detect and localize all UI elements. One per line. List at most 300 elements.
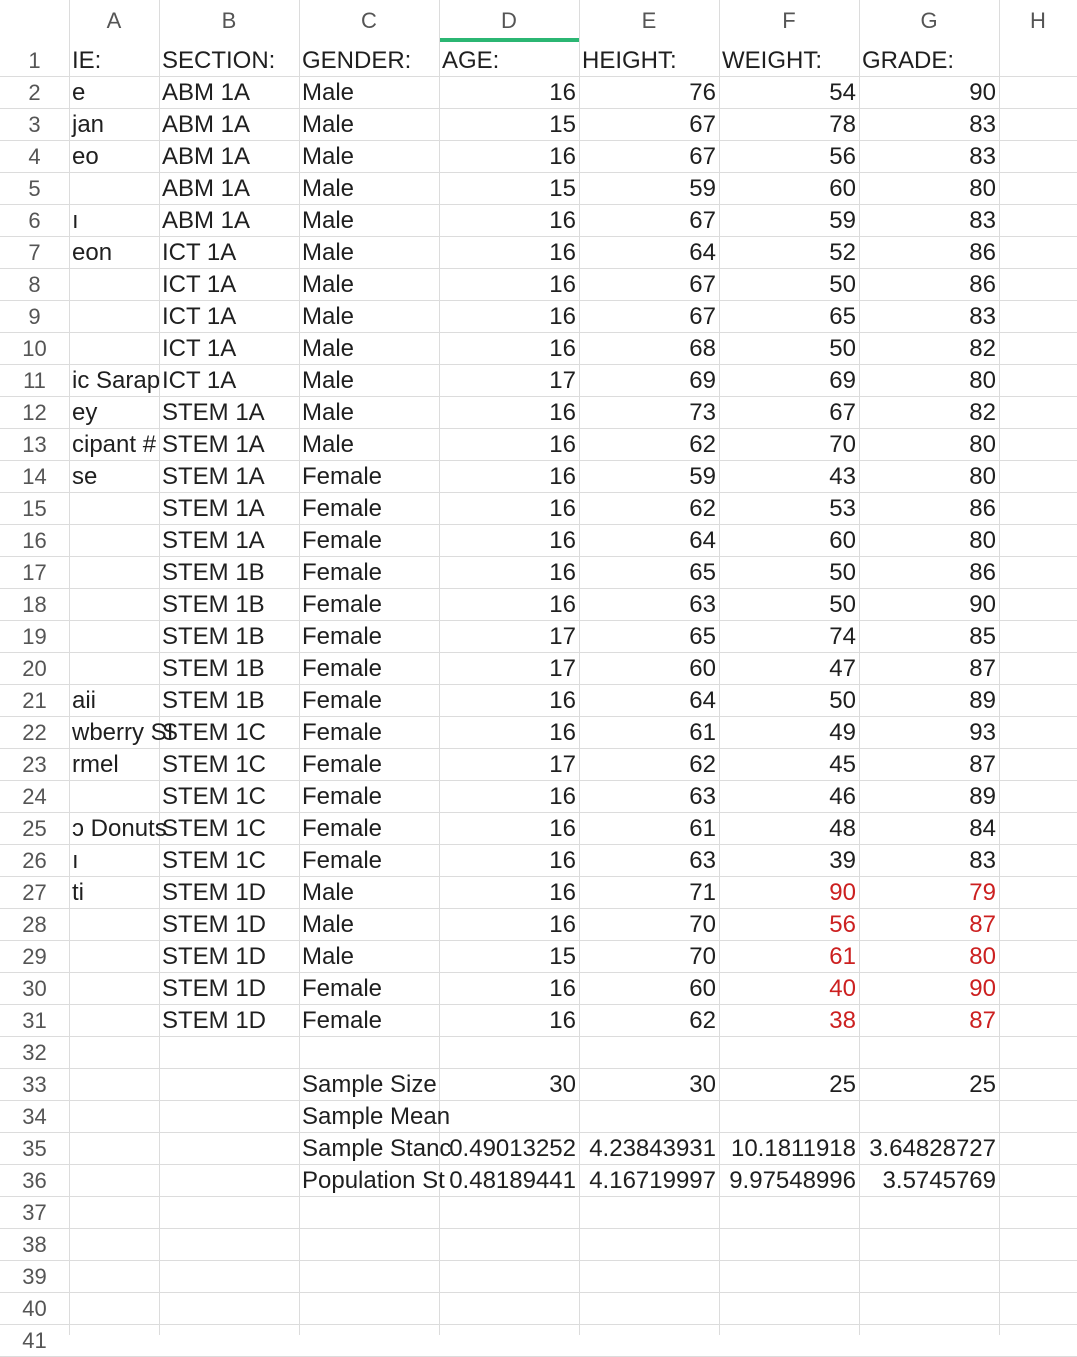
cell-b37[interactable] [159, 1197, 299, 1229]
cell-b27[interactable]: STEM 1D [162, 879, 267, 906]
row-header-2[interactable]: 2 [28, 80, 41, 105]
cell-e2[interactable]: 76 [689, 79, 716, 106]
cell-f38[interactable] [719, 1229, 859, 1261]
cell-g39[interactable] [859, 1261, 999, 1293]
column-header-h[interactable]: H [999, 0, 1077, 42]
row-header-11[interactable]: 11 [23, 368, 46, 393]
cell-c28[interactable]: Male [302, 911, 355, 938]
row-header-19[interactable]: 19 [22, 624, 47, 649]
cell-b24[interactable]: STEM 1C [162, 783, 267, 810]
cell-f31[interactable]: 38 [829, 1007, 856, 1034]
cell-g4[interactable]: 83 [969, 143, 996, 170]
row-header-6[interactable]: 6 [28, 208, 41, 233]
cell-c21[interactable]: Female [302, 687, 383, 714]
cell-b40[interactable] [159, 1293, 299, 1325]
cell-f27[interactable]: 90 [829, 879, 856, 906]
row-header-33[interactable]: 33 [22, 1072, 47, 1097]
cell-b12[interactable]: STEM 1A [162, 399, 265, 426]
cell-b31[interactable]: STEM 1D [162, 1007, 267, 1034]
cell-d35[interactable]: 0.49013252 [449, 1135, 576, 1162]
cell-g14[interactable]: 80 [969, 463, 996, 490]
cell-c15[interactable]: Female [302, 495, 383, 522]
cell-c19[interactable]: Female [302, 623, 383, 650]
cell-f10[interactable]: 50 [829, 335, 856, 362]
cell-d2[interactable]: 16 [549, 79, 576, 106]
cell-c35[interactable]: Sample Stanc [302, 1135, 452, 1162]
cell-d29[interactable]: 15 [549, 943, 576, 970]
cell-c36[interactable]: Population St [302, 1167, 445, 1194]
cell-g34[interactable] [859, 1101, 999, 1133]
cell-e14[interactable]: 59 [689, 463, 716, 490]
cell-d31[interactable]: 16 [549, 1007, 576, 1034]
cell-b38[interactable] [159, 1229, 299, 1261]
cell-c16[interactable]: Female [302, 527, 383, 554]
cell-a32[interactable] [69, 1037, 159, 1069]
row-header-13[interactable]: 13 [22, 432, 47, 457]
column-header-a[interactable]: A [69, 0, 159, 42]
cell-a12[interactable]: ey [72, 399, 98, 426]
cell-d18[interactable]: 16 [549, 591, 576, 618]
cell-d27[interactable]: 16 [549, 879, 576, 906]
cell-a8[interactable] [69, 269, 159, 301]
cell-f2[interactable]: 54 [829, 79, 856, 106]
cell-e11[interactable]: 69 [689, 367, 716, 394]
cell-a29[interactable] [69, 941, 159, 973]
row-header-28[interactable]: 28 [22, 912, 47, 937]
cell-d41[interactable] [439, 1325, 579, 1357]
cell-f37[interactable] [719, 1197, 859, 1229]
cell-e10[interactable]: 68 [689, 335, 716, 362]
cell-a26[interactable]: ı [72, 847, 79, 874]
cell-d26[interactable]: 16 [549, 847, 576, 874]
cell-c38[interactable] [299, 1229, 439, 1261]
cell-b3[interactable]: ABM 1A [162, 111, 251, 138]
cell-e28[interactable]: 70 [689, 911, 716, 938]
row-header-40[interactable]: 40 [22, 1296, 47, 1321]
cell-c29[interactable]: Male [302, 943, 355, 970]
cell-b21[interactable]: STEM 1B [162, 687, 265, 714]
cell-a9[interactable] [69, 301, 159, 333]
cell-a10[interactable] [69, 333, 159, 365]
cell-b14[interactable]: STEM 1A [162, 463, 265, 490]
cell-b25[interactable]: STEM 1C [162, 815, 267, 842]
cell-b16[interactable]: STEM 1A [162, 527, 265, 554]
cell-c4[interactable]: Male [302, 143, 355, 170]
cell-e23[interactable]: 62 [689, 751, 716, 778]
cell-f11[interactable]: 69 [829, 367, 856, 394]
cell-d32[interactable] [439, 1037, 579, 1069]
cell-d40[interactable] [439, 1293, 579, 1325]
cell-c24[interactable]: Female [302, 783, 383, 810]
cell-f19[interactable]: 74 [829, 623, 856, 650]
column-header-d[interactable]: D [439, 0, 579, 42]
cell-c12[interactable]: Male [302, 399, 355, 426]
cell-g5[interactable]: 80 [969, 175, 996, 202]
cell-a16[interactable] [69, 525, 159, 557]
cell-g13[interactable]: 80 [969, 431, 996, 458]
row-header-5[interactable]: 5 [28, 176, 41, 201]
cell-g12[interactable]: 82 [969, 399, 996, 426]
cell-c2[interactable]: Male [302, 79, 355, 106]
cell-a4[interactable]: eo [72, 143, 99, 170]
cell-e30[interactable]: 60 [689, 975, 716, 1002]
cell-f12[interactable]: 67 [829, 399, 856, 426]
cell-g31[interactable]: 87 [969, 1007, 996, 1034]
cell-e33[interactable]: 30 [689, 1071, 716, 1098]
cell-g27[interactable]: 79 [969, 879, 996, 906]
cell-c5[interactable]: Male [302, 175, 355, 202]
cell-b6[interactable]: ABM 1A [162, 207, 251, 234]
cell-b34[interactable] [159, 1101, 299, 1133]
cell-g16[interactable]: 80 [969, 527, 996, 554]
row-header-4[interactable]: 4 [28, 144, 41, 169]
cell-f7[interactable]: 52 [829, 239, 856, 266]
cell-d12[interactable]: 16 [549, 399, 576, 426]
cell-g21[interactable]: 89 [969, 687, 996, 714]
cell-d3[interactable]: 15 [549, 111, 576, 138]
cell-e19[interactable]: 65 [689, 623, 716, 650]
cell-c9[interactable]: Male [302, 303, 355, 330]
cell-d16[interactable]: 16 [549, 527, 576, 554]
cell-d20[interactable]: 17 [549, 655, 576, 682]
cell-g3[interactable]: 83 [969, 111, 996, 138]
cell-d17[interactable]: 16 [549, 559, 576, 586]
cell-b9[interactable]: ICT 1A [162, 303, 237, 330]
cell-a36[interactable] [69, 1165, 159, 1197]
cell-c10[interactable]: Male [302, 335, 355, 362]
cell-a13[interactable]: cipant # [72, 431, 157, 458]
cell-b15[interactable]: STEM 1A [162, 495, 265, 522]
cell-a21[interactable]: aii [72, 687, 97, 714]
cell-c30[interactable]: Female [302, 975, 383, 1002]
cell-g35[interactable]: 3.64828727 [869, 1135, 996, 1162]
cell-a1[interactable]: IE: [72, 47, 102, 74]
cell-g19[interactable]: 85 [969, 623, 996, 650]
row-header-32[interactable]: 32 [22, 1040, 47, 1065]
cell-f21[interactable]: 50 [829, 687, 856, 714]
cell-e4[interactable]: 67 [689, 143, 716, 170]
cell-g38[interactable] [859, 1229, 999, 1261]
cell-c40[interactable] [299, 1293, 439, 1325]
cell-e9[interactable]: 67 [689, 303, 716, 330]
cell-b4[interactable]: ABM 1A [162, 143, 251, 170]
cell-b5[interactable]: ABM 1A [162, 175, 251, 202]
cell-e24[interactable]: 63 [689, 783, 716, 810]
row-header-34[interactable]: 34 [22, 1104, 47, 1129]
cell-c26[interactable]: Female [302, 847, 383, 874]
cell-a18[interactable] [69, 589, 159, 621]
cell-d22[interactable]: 16 [549, 719, 576, 746]
row-header-26[interactable]: 26 [22, 848, 47, 873]
cell-b32[interactable] [159, 1037, 299, 1069]
cell-g32[interactable] [859, 1037, 999, 1069]
cell-d33[interactable]: 30 [549, 1071, 576, 1098]
cell-e31[interactable]: 62 [689, 1007, 716, 1034]
cell-c32[interactable] [299, 1037, 439, 1069]
cell-e20[interactable]: 60 [689, 655, 716, 682]
cell-b36[interactable] [159, 1165, 299, 1197]
cell-d7[interactable]: 16 [549, 239, 576, 266]
row-header-31[interactable]: 31 [22, 1008, 47, 1033]
row-header-27[interactable]: 27 [22, 880, 47, 905]
cell-c11[interactable]: Male [302, 367, 355, 394]
cell-b23[interactable]: STEM 1C [162, 751, 267, 778]
cell-f9[interactable]: 65 [829, 303, 856, 330]
cell-c8[interactable]: Male [302, 271, 355, 298]
cell-f22[interactable]: 49 [829, 719, 856, 746]
row-header-25[interactable]: 25 [22, 816, 47, 841]
cell-d8[interactable]: 16 [549, 271, 576, 298]
cell-d37[interactable] [439, 1197, 579, 1229]
cell-f25[interactable]: 48 [829, 815, 856, 842]
cell-b10[interactable]: ICT 1A [162, 335, 237, 362]
cell-c20[interactable]: Female [302, 655, 383, 682]
cell-g15[interactable]: 86 [969, 495, 996, 522]
cell-d21[interactable]: 16 [549, 687, 576, 714]
cell-b22[interactable]: STEM 1C [162, 719, 267, 746]
cell-g25[interactable]: 84 [969, 815, 996, 842]
cell-f40[interactable] [719, 1293, 859, 1325]
cell-b20[interactable]: STEM 1B [162, 655, 265, 682]
cell-b39[interactable] [159, 1261, 299, 1293]
cell-g22[interactable]: 93 [969, 719, 996, 746]
cell-d10[interactable]: 16 [549, 335, 576, 362]
row-header-15[interactable]: 15 [22, 496, 47, 521]
row-header-20[interactable]: 20 [22, 656, 47, 681]
cell-a14[interactable]: se [72, 463, 98, 490]
cell-d11[interactable]: 17 [549, 367, 576, 394]
cell-a24[interactable] [69, 781, 159, 813]
column-header-e[interactable]: E [579, 0, 719, 42]
cell-b30[interactable]: STEM 1D [162, 975, 267, 1002]
cell-d9[interactable]: 16 [549, 303, 576, 330]
cell-c14[interactable]: Female [302, 463, 383, 490]
cell-f4[interactable]: 56 [829, 143, 856, 170]
cell-e5[interactable]: 59 [689, 175, 716, 202]
cell-a7[interactable]: eon [72, 239, 113, 266]
cell-c1[interactable]: GENDER: [302, 47, 412, 74]
cell-c22[interactable]: Female [302, 719, 383, 746]
cell-d14[interactable]: 16 [549, 463, 576, 490]
cell-b35[interactable] [159, 1133, 299, 1165]
row-header-21[interactable]: 21 [22, 688, 47, 713]
cell-f28[interactable]: 56 [829, 911, 856, 938]
cell-a15[interactable] [69, 493, 159, 525]
cell-a41[interactable] [69, 1325, 159, 1357]
cell-e36[interactable]: 4.16719997 [589, 1167, 716, 1194]
cell-f18[interactable]: 50 [829, 591, 856, 618]
row-header-3[interactable]: 3 [28, 112, 41, 137]
row-header-16[interactable]: 16 [22, 528, 47, 553]
cell-d36[interactable]: 0.48189441 [449, 1167, 576, 1194]
cell-f39[interactable] [719, 1261, 859, 1293]
cell-a37[interactable] [69, 1197, 159, 1229]
cell-g26[interactable]: 83 [969, 847, 996, 874]
cell-g28[interactable]: 87 [969, 911, 996, 938]
cell-a40[interactable] [69, 1293, 159, 1325]
cell-g18[interactable]: 90 [969, 591, 996, 618]
cell-b18[interactable]: STEM 1B [162, 591, 265, 618]
cell-g10[interactable]: 82 [969, 335, 996, 362]
cell-e40[interactable] [579, 1293, 719, 1325]
cell-b26[interactable]: STEM 1C [162, 847, 267, 874]
cell-a6[interactable]: ı [72, 207, 79, 234]
cell-f33[interactable]: 25 [829, 1071, 856, 1098]
cell-e12[interactable]: 73 [689, 399, 716, 426]
cell-f1[interactable]: WEIGHT: [722, 47, 822, 74]
cell-e15[interactable]: 62 [689, 495, 716, 522]
cell-a34[interactable] [69, 1101, 159, 1133]
cell-e37[interactable] [579, 1197, 719, 1229]
cell-g24[interactable]: 89 [969, 783, 996, 810]
cell-a5[interactable] [69, 173, 159, 205]
cell-f36[interactable]: 9.97548996 [729, 1167, 856, 1194]
cell-f15[interactable]: 53 [829, 495, 856, 522]
cell-f20[interactable]: 47 [829, 655, 856, 682]
cell-f41[interactable] [719, 1325, 859, 1357]
cell-f23[interactable]: 45 [829, 751, 856, 778]
cell-b41[interactable] [159, 1325, 299, 1357]
cell-a30[interactable] [69, 973, 159, 1005]
cell-e7[interactable]: 64 [689, 239, 716, 266]
cell-f24[interactable]: 46 [829, 783, 856, 810]
cell-g29[interactable]: 80 [969, 943, 996, 970]
cell-a27[interactable]: ti [72, 879, 84, 906]
cell-e22[interactable]: 61 [689, 719, 716, 746]
cell-c18[interactable]: Female [302, 591, 383, 618]
cell-d4[interactable]: 16 [549, 143, 576, 170]
row-header-23[interactable]: 23 [22, 752, 47, 777]
row-header-36[interactable]: 36 [22, 1168, 47, 1193]
row-header-22[interactable]: 22 [22, 720, 47, 745]
cell-e8[interactable]: 67 [689, 271, 716, 298]
cell-e6[interactable]: 67 [689, 207, 716, 234]
cell-d28[interactable]: 16 [549, 911, 576, 938]
cell-d1[interactable]: AGE: [442, 47, 500, 74]
row-header-37[interactable]: 37 [22, 1200, 47, 1225]
cell-a23[interactable]: rmel [72, 751, 119, 778]
cell-e17[interactable]: 65 [689, 559, 716, 586]
cell-d39[interactable] [439, 1261, 579, 1293]
cell-g30[interactable]: 90 [969, 975, 996, 1002]
row-header-18[interactable]: 18 [22, 592, 47, 617]
cell-c41[interactable] [299, 1325, 439, 1357]
cell-e21[interactable]: 64 [689, 687, 716, 714]
cell-a19[interactable] [69, 621, 159, 653]
cell-e29[interactable]: 70 [689, 943, 716, 970]
cell-a11[interactable]: ic Sarap [72, 367, 161, 394]
cell-c23[interactable]: Female [302, 751, 383, 778]
cell-c25[interactable]: Female [302, 815, 383, 842]
row-header-1[interactable]: 1 [28, 48, 41, 73]
cell-e27[interactable]: 71 [689, 879, 716, 906]
cell-e13[interactable]: 62 [689, 431, 716, 458]
cell-e25[interactable]: 61 [689, 815, 716, 842]
cell-a3[interactable]: jan [72, 111, 105, 138]
cell-c31[interactable]: Female [302, 1007, 383, 1034]
row-header-41[interactable]: 41 [22, 1328, 47, 1353]
cell-b19[interactable]: STEM 1B [162, 623, 265, 650]
cell-b7[interactable]: ICT 1A [162, 239, 237, 266]
cell-b1[interactable]: SECTION: [162, 47, 276, 74]
row-header-17[interactable]: 17 [22, 560, 47, 585]
cell-e1[interactable]: HEIGHT: [582, 47, 677, 74]
cell-f6[interactable]: 59 [829, 207, 856, 234]
cell-e38[interactable] [579, 1229, 719, 1261]
cell-c7[interactable]: Male [302, 239, 355, 266]
cell-e41[interactable] [579, 1325, 719, 1357]
cell-a35[interactable] [69, 1133, 159, 1165]
row-header-12[interactable]: 12 [22, 400, 47, 425]
cell-f26[interactable]: 39 [829, 847, 856, 874]
cell-e26[interactable]: 63 [689, 847, 716, 874]
cell-f14[interactable]: 43 [829, 463, 856, 490]
cell-d24[interactable]: 16 [549, 783, 576, 810]
cell-g41[interactable] [859, 1325, 999, 1357]
cell-f34[interactable] [719, 1101, 859, 1133]
cell-e34[interactable] [579, 1101, 719, 1133]
row-header-38[interactable]: 38 [22, 1232, 47, 1257]
cell-e32[interactable] [579, 1037, 719, 1069]
cell-g8[interactable]: 86 [969, 271, 996, 298]
cell-d5[interactable]: 15 [549, 175, 576, 202]
row-header-30[interactable]: 30 [22, 976, 47, 1001]
cell-d25[interactable]: 16 [549, 815, 576, 842]
row-header-7[interactable]: 7 [28, 240, 41, 265]
cell-a17[interactable] [69, 557, 159, 589]
cell-b13[interactable]: STEM 1A [162, 431, 265, 458]
cell-f13[interactable]: 70 [829, 431, 856, 458]
cell-g11[interactable]: 80 [969, 367, 996, 394]
cell-f16[interactable]: 60 [829, 527, 856, 554]
cell-e3[interactable]: 67 [689, 111, 716, 138]
cell-g17[interactable]: 86 [969, 559, 996, 586]
cell-a39[interactable] [69, 1261, 159, 1293]
cell-b2[interactable]: ABM 1A [162, 79, 251, 106]
cell-b17[interactable]: STEM 1B [162, 559, 265, 586]
cell-c17[interactable]: Female [302, 559, 383, 586]
cell-d23[interactable]: 17 [549, 751, 576, 778]
cell-b28[interactable]: STEM 1D [162, 911, 267, 938]
column-header-g[interactable]: G [859, 0, 999, 42]
row-header-8[interactable]: 8 [28, 272, 41, 297]
column-header-f[interactable]: F [719, 0, 859, 42]
cell-b29[interactable]: STEM 1D [162, 943, 267, 970]
cell-g2[interactable]: 90 [969, 79, 996, 106]
cell-g20[interactable]: 87 [969, 655, 996, 682]
cell-a2[interactable]: e [72, 79, 86, 106]
cell-c34[interactable]: Sample Mean [302, 1103, 451, 1130]
cell-f30[interactable]: 40 [829, 975, 856, 1002]
cell-d34[interactable] [439, 1101, 579, 1133]
cell-a33[interactable] [69, 1069, 159, 1101]
row-header-9[interactable]: 9 [28, 304, 41, 329]
cell-d6[interactable]: 16 [549, 207, 576, 234]
cell-d38[interactable] [439, 1229, 579, 1261]
cell-a20[interactable] [69, 653, 159, 685]
cell-a38[interactable] [69, 1229, 159, 1261]
cell-c3[interactable]: Male [302, 111, 355, 138]
row-header-29[interactable]: 29 [22, 944, 47, 969]
cell-g9[interactable]: 83 [969, 303, 996, 330]
cell-e39[interactable] [579, 1261, 719, 1293]
cell-c13[interactable]: Male [302, 431, 355, 458]
cell-c6[interactable]: Male [302, 207, 355, 234]
cell-a28[interactable] [69, 909, 159, 941]
row-header-35[interactable]: 35 [22, 1136, 47, 1161]
cell-g36[interactable]: 3.5745769 [882, 1167, 996, 1194]
cell-f29[interactable]: 61 [829, 943, 856, 970]
